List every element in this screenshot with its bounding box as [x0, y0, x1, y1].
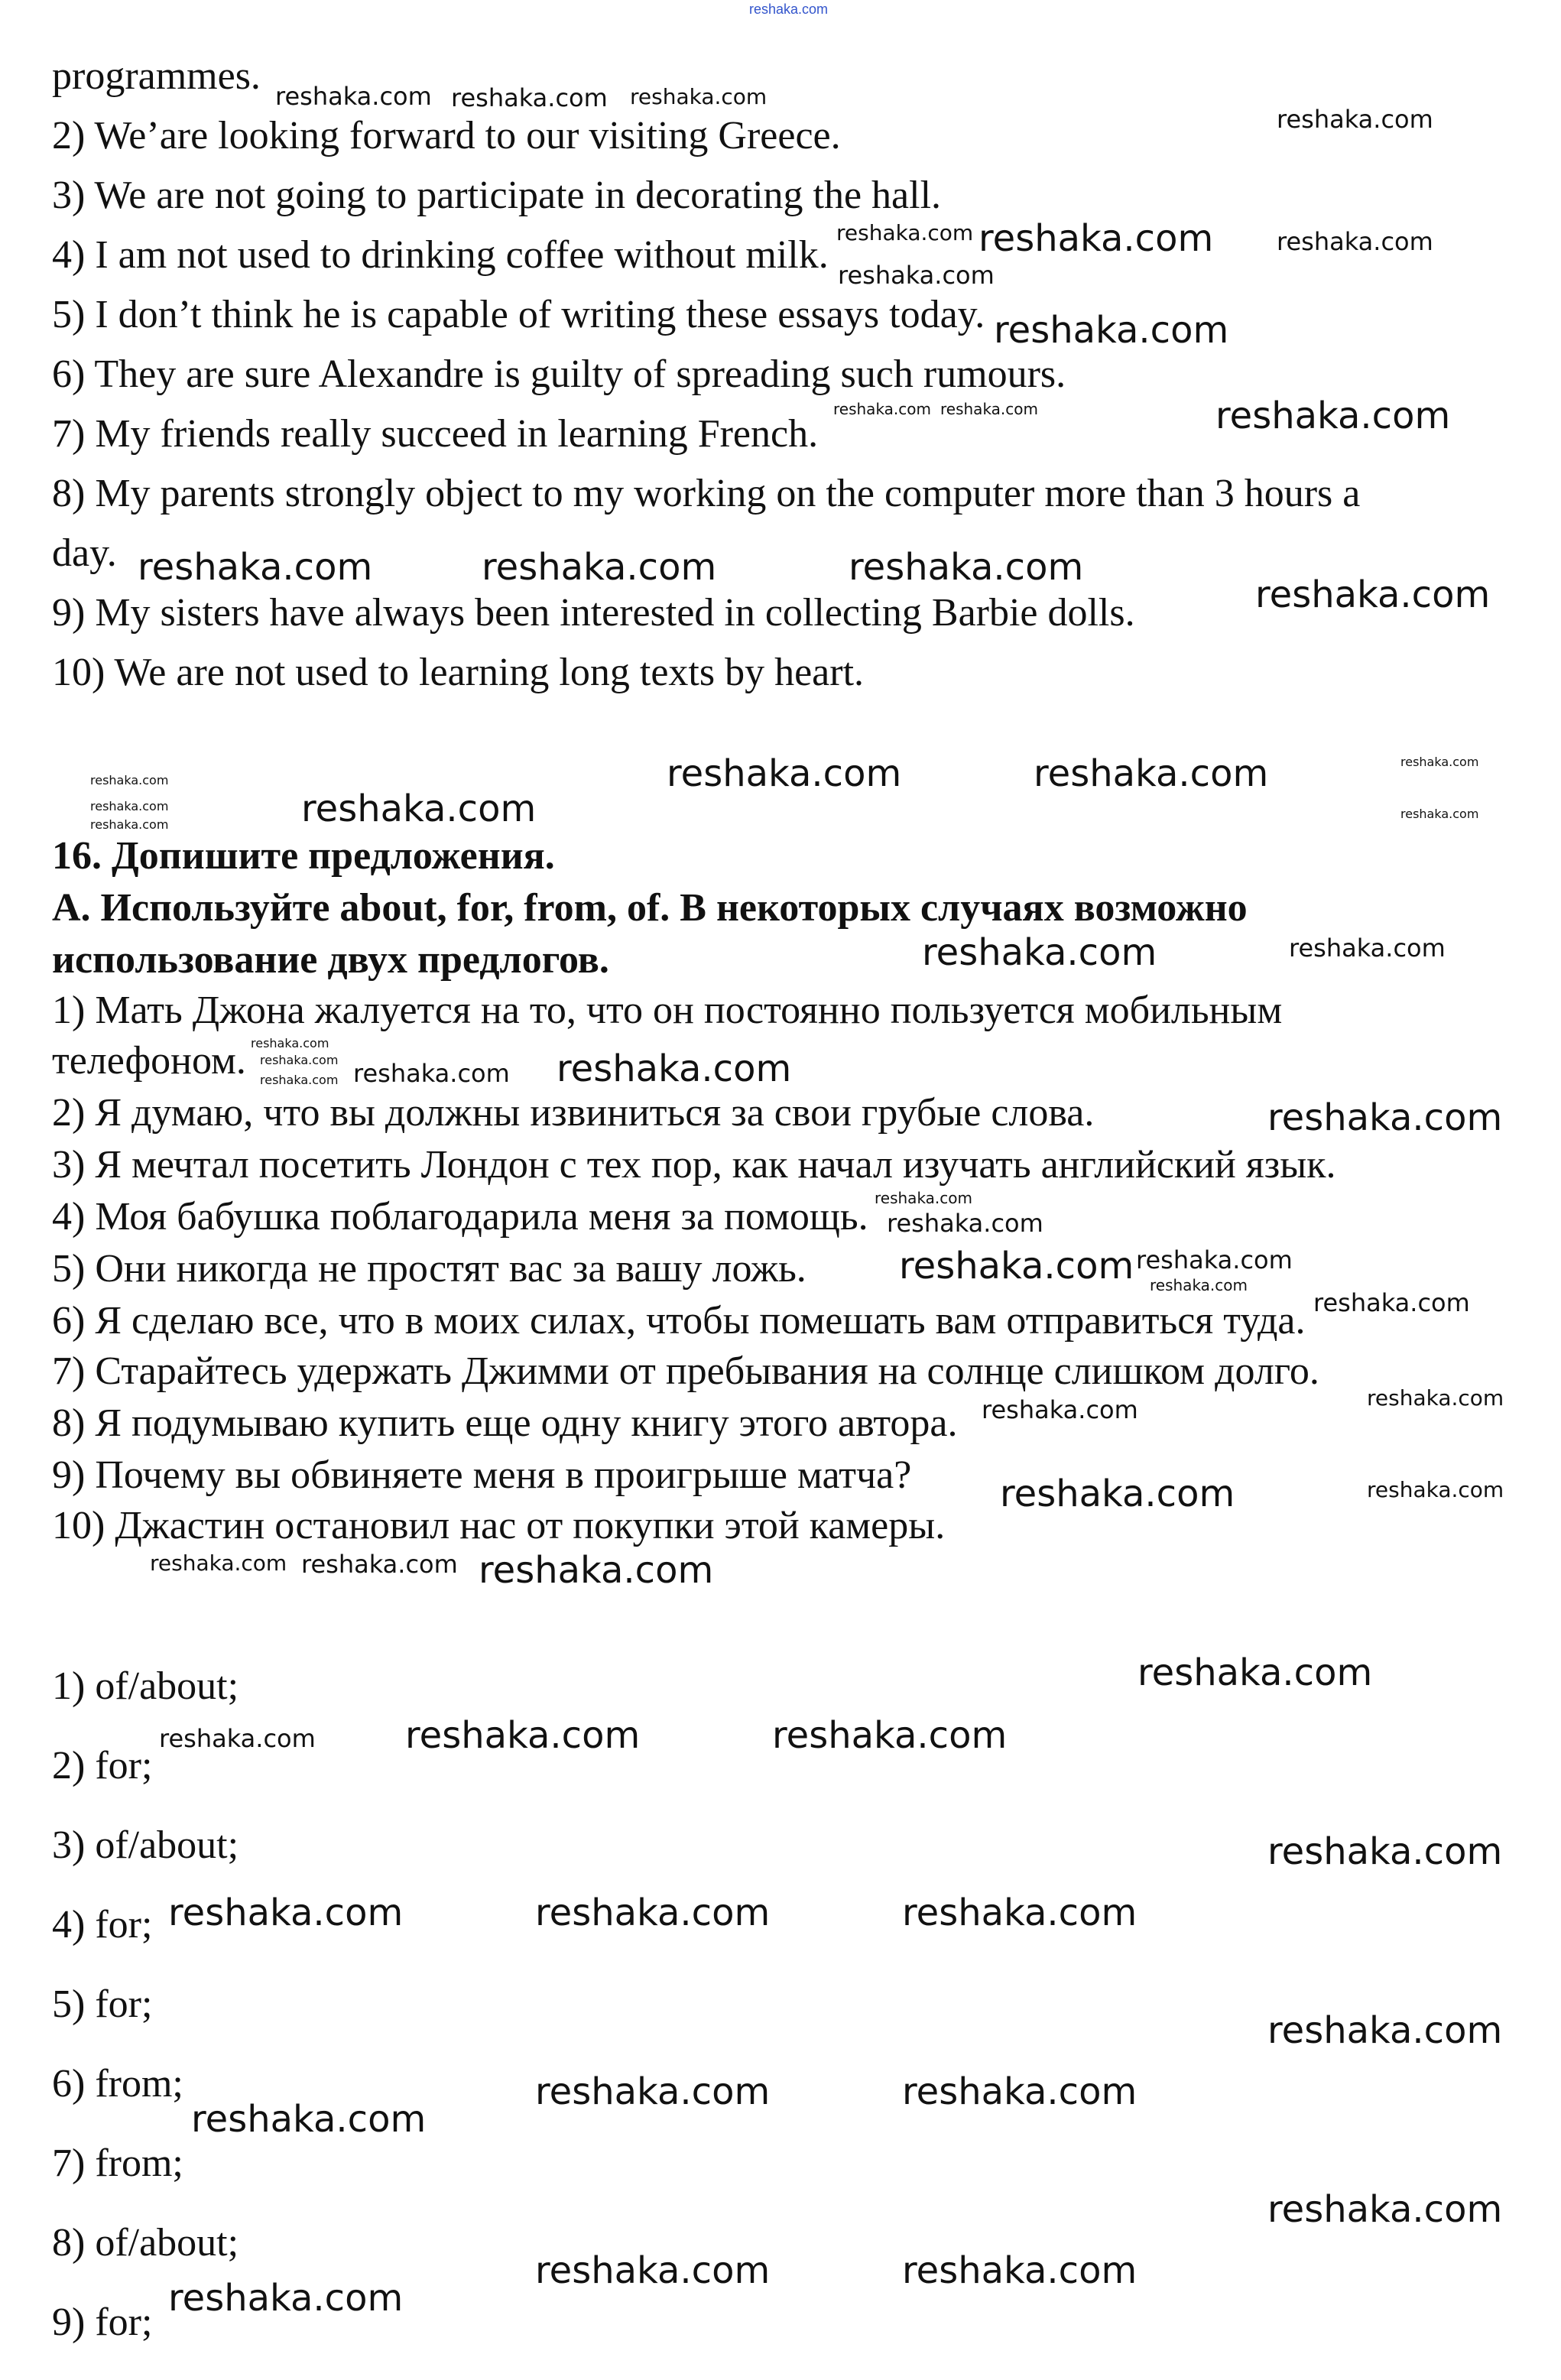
watermark: reshaka.com: [887, 1209, 1043, 1238]
watermark: reshaka.com: [557, 1047, 792, 1090]
watermark: reshaka.com: [275, 82, 432, 111]
watermark: reshaka.com: [479, 1549, 714, 1592]
exercise-15-line: 7) My friends really succeed in learning French.: [52, 412, 819, 456]
exercise-15-line: programmes.: [52, 54, 261, 98]
watermark: reshaka.com: [922, 931, 1157, 974]
exercise-16-line: 10) Джастин остановил нас от покупки этой камеры.: [52, 1504, 946, 1547]
watermark: reshaka.com: [260, 1053, 339, 1067]
exercise-15-line: 2) We’are looking forward to our visiting Greece.: [52, 114, 841, 157]
watermark: reshaka.com: [251, 1036, 329, 1050]
exercise-15-line: 9) My sisters have always been interested in collecting Barbie dolls.: [52, 591, 1135, 635]
exercise-16-line: 6) Я сделаю все, что в моих силах, чтобы помешать вам отправиться туда.: [52, 1299, 1306, 1343]
section-title: 16. Допишите предложения.: [52, 834, 555, 878]
answer-line: 9) for;: [52, 2300, 153, 2344]
watermark: reshaka.com: [1367, 1477, 1504, 1502]
exercise-15-line: 4) I am not used to drinking coffee without milk.: [52, 233, 829, 277]
exercise-16-line: 5) Они никогда не простят вас за вашу ложь.: [52, 1247, 806, 1291]
watermark: reshaka.com: [836, 220, 974, 245]
watermark: reshaka.com: [978, 217, 1214, 260]
watermark: reshaka.com: [1137, 1651, 1373, 1694]
watermark: reshaka.com: [1277, 227, 1433, 256]
watermark: reshaka.com: [1267, 1096, 1503, 1139]
watermark: reshaka.com: [1136, 1245, 1293, 1274]
exercise-15-line: 10) We are not used to learning long texts by heart.: [52, 651, 865, 694]
exercise-16-line: 3) Я мечтал посетить Лондон с тех пор, как начал изучать английский язык.: [52, 1143, 1336, 1187]
watermark: reshaka.com: [1215, 395, 1451, 437]
watermark: reshaka.com: [838, 261, 995, 290]
watermark: reshaka.com: [1277, 105, 1433, 134]
watermark: reshaka.com: [1267, 2188, 1503, 2231]
exercise-15-line: 8) My parents strongly object to my working on the computer more than 3 hours a: [52, 472, 1361, 515]
watermark: reshaka.com: [168, 2277, 404, 2320]
watermark: reshaka.com: [90, 799, 169, 813]
answer-line: 7) from;: [52, 2141, 183, 2185]
watermark: reshaka.com: [90, 773, 169, 787]
header-watermark: reshaka.com: [749, 2, 829, 17]
watermark: reshaka.com: [168, 1891, 404, 1934]
watermark: reshaka.com: [150, 1550, 287, 1576]
watermark: reshaka.com: [1000, 1472, 1235, 1515]
watermark: reshaka.com: [1255, 573, 1491, 616]
watermark: reshaka.com: [260, 1073, 339, 1087]
watermark: reshaka.com: [138, 546, 373, 589]
watermark: reshaka.com: [535, 1891, 771, 1934]
exercise-16-line: 7) Старайтесь удержать Джимми от пребывания на солнце слишком долго.: [52, 1349, 1319, 1393]
instruction-text: использование двух предлогов.: [52, 938, 609, 982]
watermark: reshaka.com: [902, 2070, 1137, 2113]
exercise-16-line: 1) Мать Джона жалуется на то, что он постоянно пользуется мобильным: [52, 989, 1283, 1032]
watermark: reshaka.com: [875, 1189, 972, 1207]
exercise-15-line: day.: [52, 531, 117, 575]
watermark: reshaka.com: [1267, 1830, 1503, 1873]
exercise-16-line: 2) Я думаю, что вы должны извиниться за свои грубые слова.: [52, 1091, 1095, 1135]
watermark: reshaka.com: [1367, 1385, 1504, 1411]
watermark: reshaka.com: [849, 546, 1084, 589]
watermark: reshaka.com: [667, 752, 902, 795]
watermark: reshaka.com: [451, 83, 608, 112]
watermark: reshaka.com: [982, 1395, 1138, 1424]
watermark: reshaka.com: [899, 1245, 1134, 1287]
instruction-text: А. Используйте about, for, from, of. В некоторых случаях возможно: [52, 886, 1248, 930]
exercise-16-line: 9) Почему вы обвиняете меня в проигрыше матча?: [52, 1453, 912, 1497]
watermark: reshaka.com: [535, 2070, 771, 2113]
exercise-15-line: 5) I don’t think he is capable of writing these essays today.: [52, 293, 985, 336]
watermark: reshaka.com: [772, 1714, 1008, 1757]
exercise-16-line: 8) Я подумываю купить еще одну книгу этого автора.: [52, 1401, 958, 1445]
answer-line: 6) from;: [52, 2062, 183, 2106]
watermark: reshaka.com: [630, 84, 768, 109]
answer-line: 3) of/about;: [52, 1823, 239, 1867]
answer-line: 2) for;: [52, 1744, 153, 1787]
watermark: reshaka.com: [1400, 807, 1479, 821]
watermark: reshaka.com: [902, 2249, 1137, 2292]
watermark: reshaka.com: [482, 546, 717, 589]
watermark: reshaka.com: [994, 309, 1229, 352]
exercise-15-line: 6) They are sure Alexandre is guilty of spreading such rumours.: [52, 352, 1066, 396]
watermark: reshaka.com: [1289, 933, 1446, 963]
watermark: reshaka.com: [1267, 2009, 1503, 2052]
watermark: reshaka.com: [833, 400, 931, 418]
watermark: reshaka.com: [902, 1891, 1137, 1934]
watermark: reshaka.com: [1400, 755, 1479, 769]
watermark: reshaka.com: [90, 817, 169, 832]
watermark: reshaka.com: [1313, 1288, 1470, 1317]
watermark: reshaka.com: [1150, 1276, 1248, 1294]
exercise-15-line: 3) We are not going to participate in decorating the hall.: [52, 174, 942, 217]
watermark: reshaka.com: [301, 1550, 458, 1579]
answer-line: 8) of/about;: [52, 2221, 239, 2265]
exercise-16-line: телефоном.: [52, 1039, 246, 1083]
watermark: reshaka.com: [1034, 752, 1269, 795]
watermark: reshaka.com: [301, 787, 537, 830]
watermark: reshaka.com: [353, 1059, 510, 1088]
watermark: reshaka.com: [940, 400, 1038, 418]
answer-line: 4) for;: [52, 1903, 153, 1947]
watermark: reshaka.com: [191, 2098, 427, 2141]
watermark: reshaka.com: [405, 1714, 641, 1757]
answer-line: 1) of/about;: [52, 1664, 239, 1708]
watermark: reshaka.com: [535, 2249, 771, 2292]
watermark: reshaka.com: [159, 1724, 316, 1753]
exercise-16-line: 4) Моя бабушка поблагодарила меня за помощь.: [52, 1195, 868, 1239]
answer-line: 5) for;: [52, 1982, 153, 2026]
